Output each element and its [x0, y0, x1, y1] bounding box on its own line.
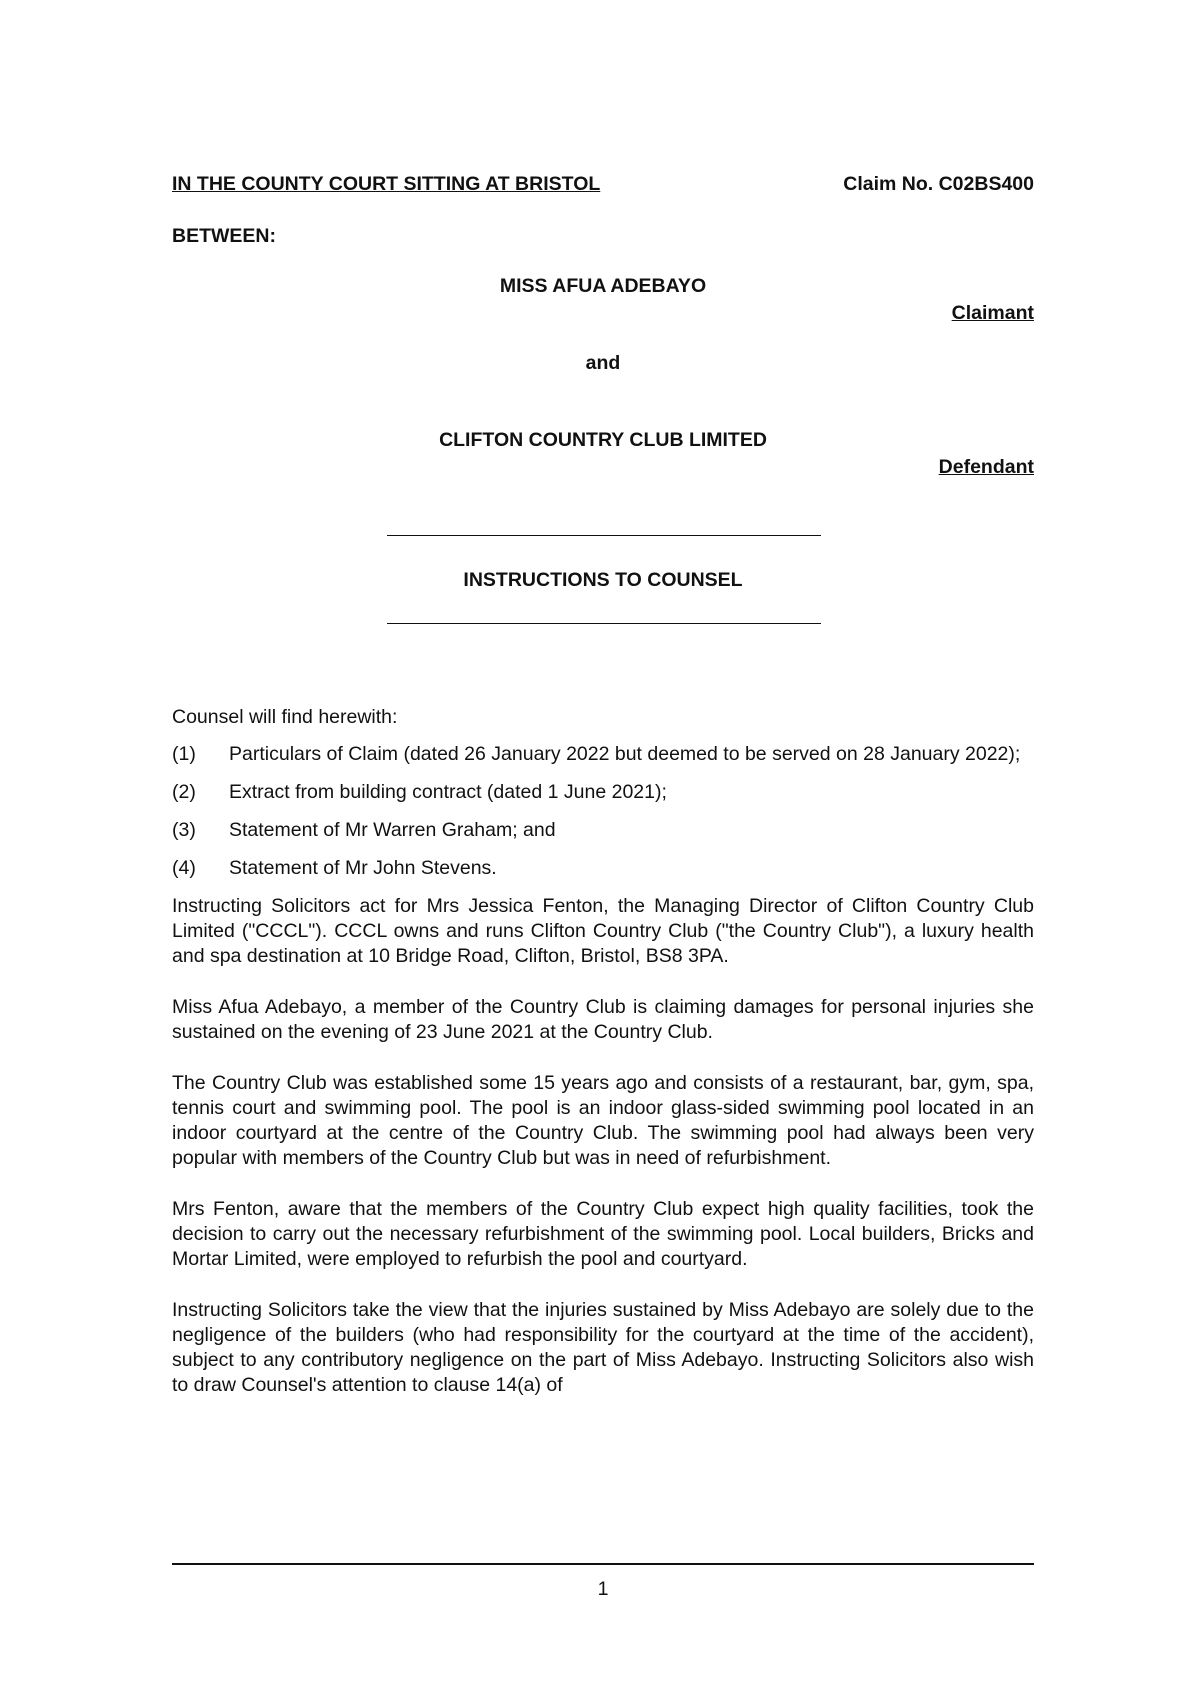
paragraph-client: Instructing Solicitors act for Mrs Jessica Fenton, the Managing Director of Clifton Country Club Limited ("CCCL"). CCCL owns and runs Clifton Country Club ("the Country Club"), a luxury health and spa destination at 10 Bridge Road, Clifton, Bristol, BS8 3PA.	[172, 895, 1034, 967]
and-separator: and	[585, 352, 621, 374]
claimant-role: Claimant	[951, 302, 1034, 324]
claimant-name: MISS AFUA ADEBAYO	[499, 275, 707, 297]
court-title: IN THE COUNTY COURT SITTING AT BRISTOL	[172, 173, 601, 195]
paragraph-refurbishment: Mrs Fenton, aware that the members of the Country Club expect high quality facilities, took the decision to carry out the necessary refurbishment of the swimming pool. Local builders, Bricks and Mortar Limited, were employed to refurbish the pool and courtyard.	[172, 1198, 1034, 1270]
enclosure-text: Statement of Mr John Stevens.	[229, 857, 497, 879]
document-body	[172, 705, 1034, 1424]
defendant-role: Defendant	[938, 456, 1034, 478]
court-header	[172, 173, 1034, 199]
claim-number: Claim No. C02BS400	[843, 173, 1034, 195]
enclosure-item	[172, 818, 1034, 843]
enclosure-item	[172, 780, 1034, 805]
enclosure-number: (1)	[172, 743, 196, 765]
intro-text: Counsel will find herewith:	[172, 706, 398, 728]
title-rule-top	[387, 535, 821, 536]
document-page	[172, 0, 1034, 1698]
page-number: 1	[597, 1578, 609, 1600]
paragraph-club-background: The Country Club was established some 15 years ago and consists of a restaurant, bar, gym, spa, tennis court and swimming pool. The pool is an indoor glass-sided swimming pool located in an indoor courtyard at the centre of the Country Club. The swimming pool had always been very popular with members of the Country Club but was in need of refurbishment.	[172, 1072, 1034, 1169]
document-title: INSTRUCTIONS TO COUNSEL	[463, 569, 743, 591]
between-label: BETWEEN:	[172, 225, 276, 247]
defendant-name: CLIFTON COUNTRY CLUB LIMITED	[439, 429, 767, 451]
title-rule-bottom	[387, 623, 821, 624]
paragraph-claim: Miss Afua Adebayo, a member of the Country Club is claiming damages for personal injuries she sustained on the evening of 23 June 2021 at the Country Club.	[172, 996, 1034, 1043]
enclosure-number: (4)	[172, 857, 196, 879]
enclosure-text: Extract from building contract (dated 1 June 2021);	[229, 781, 667, 803]
enclosure-item	[172, 742, 1034, 767]
enclosure-text: Statement of Mr Warren Graham; and	[229, 819, 556, 841]
enclosure-item	[172, 856, 1034, 881]
enclosure-number: (3)	[172, 819, 196, 841]
enclosure-number: (2)	[172, 781, 196, 803]
footer-rule	[172, 1563, 1034, 1565]
enclosure-list	[172, 742, 1034, 881]
enclosure-text: Particulars of Claim (dated 26 January 2022 but deemed to be served on 28 January 2022);	[229, 743, 1021, 765]
paragraph-liability-view: Instructing Solicitors take the view that the injuries sustained by Miss Adebayo are solely due to the negligence of the builders (who had responsibility for the courtyard at the time of the accident), subject to any contributory negligence on the part of Miss Adebayo. Instructing Solicitors also wish to draw Counsel's attention to clause 14(a) of	[172, 1299, 1034, 1396]
